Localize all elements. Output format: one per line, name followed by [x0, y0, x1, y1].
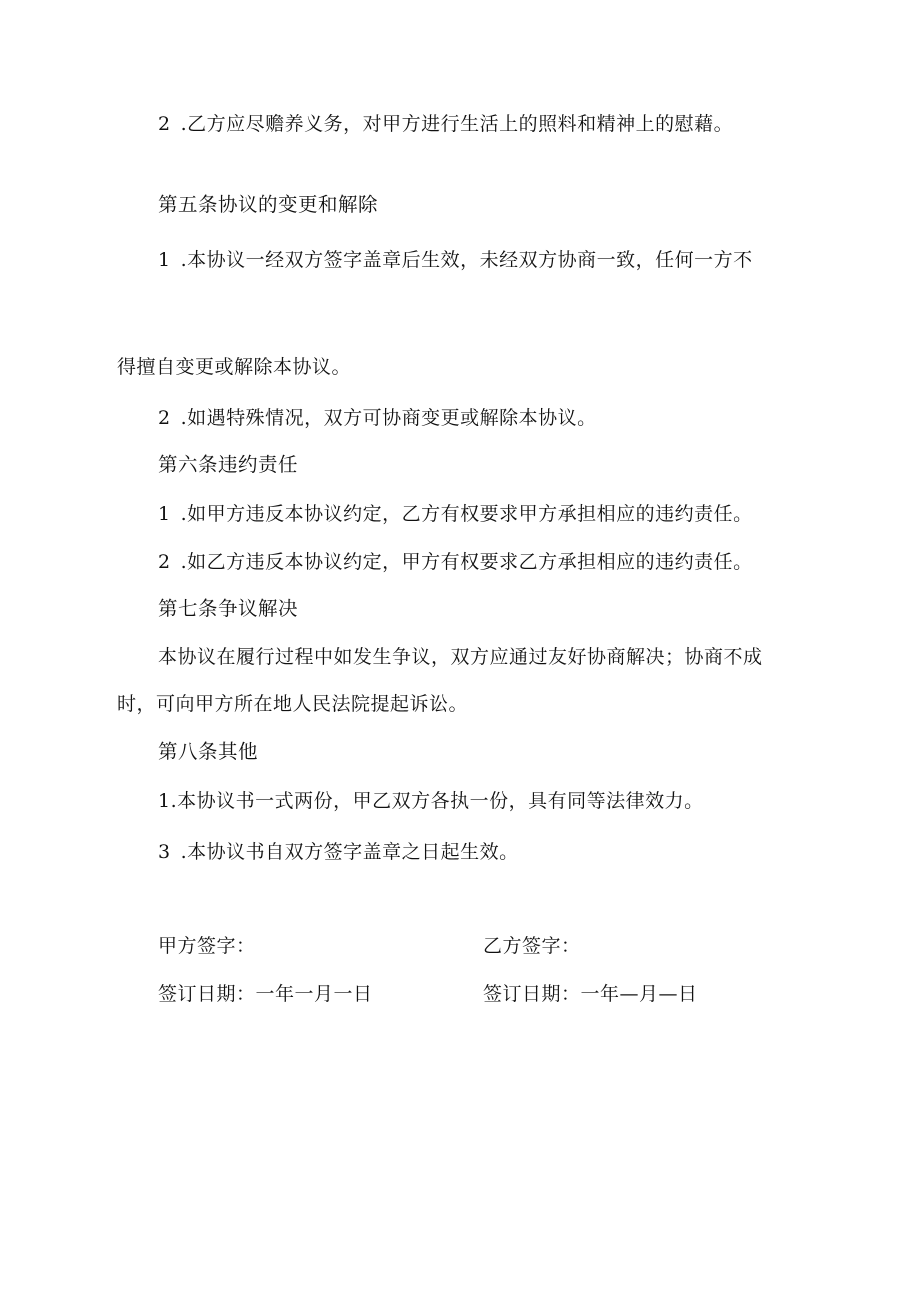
clause-6-item-1	[158, 502, 753, 526]
clause-7-text: 本协议在履行过程中如发生争议，双方应通过友好协商解决；协商不成	[158, 646, 763, 668]
clause-5-heading: 第五条协议的变更和解除	[158, 193, 379, 216]
party-a-signature-label: 甲方签字：	[158, 935, 256, 957]
clause-8-item-3	[158, 840, 519, 864]
clause-5-item-2	[158, 406, 597, 430]
clause-8-item-1: 1.本协议书一式两份，甲乙双方各执一份，具有同等法律效力。	[158, 790, 704, 812]
clause-7-text-continued: 时，可向甲方所在地人民法院提起诉讼。	[117, 693, 469, 715]
item-number: 3	[158, 841, 171, 863]
clause-8-heading: 第八条其他	[158, 740, 259, 763]
item-text: .乙方应尽赡养义务，对甲方进行生活上的照料和精神上的慰藉。	[180, 113, 734, 135]
party-b-signature-label: 乙方签字：	[483, 935, 581, 957]
clause-5-item-1-continued: 得擅自变更或解除本协议。	[117, 356, 352, 378]
item-text: .如乙方违反本协议约定，甲方有权要求乙方承担相应的违约责任。	[180, 551, 753, 573]
item-number: 2	[158, 407, 171, 429]
party-b-date-label: 签订日期：一年—月—日	[483, 983, 698, 1005]
clause-5-item-1	[158, 248, 753, 272]
item-text: .本协议书自双方签字盖章之日起生效。	[180, 841, 519, 863]
item-text: .本协议一经双方签字盖章后生效，未经双方协商一致，任何一方不	[180, 249, 753, 271]
clause-7-heading: 第七条争议解决	[158, 597, 299, 620]
item-number: 2	[158, 551, 171, 573]
clause-6-item-2	[158, 550, 753, 574]
item-text: .如遇特殊情况，双方可协商变更或解除本协议。	[180, 407, 597, 429]
item-number: 2	[158, 113, 171, 135]
item-text: .如甲方违反本协议约定，乙方有权要求甲方承担相应的违约责任。	[180, 503, 753, 525]
item-number: 1	[158, 503, 171, 525]
item-number: 1	[158, 249, 171, 271]
party-a-date-label: 签订日期：一年一月一日	[158, 983, 373, 1005]
clause-4-item-2	[158, 112, 733, 136]
clause-6-heading: 第六条违约责任	[158, 453, 299, 476]
